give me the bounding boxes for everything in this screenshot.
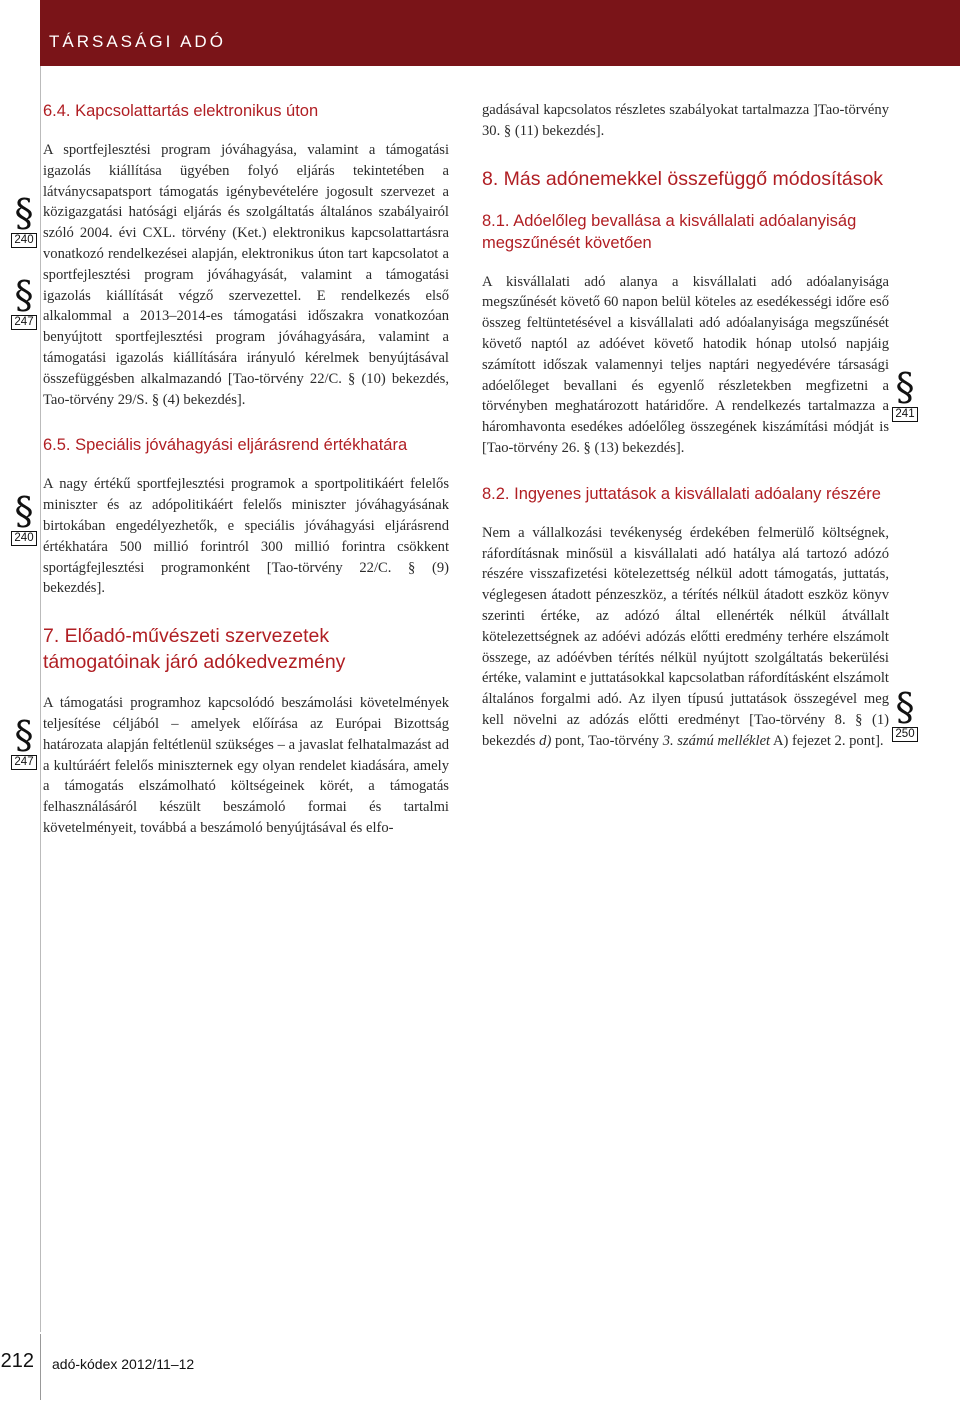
section-sign-icon: § xyxy=(14,713,34,757)
margin-ref-240-b xyxy=(9,489,39,546)
section-header-title: TÁRSASÁGI ADÓ xyxy=(49,32,226,51)
journal-issue: adó-kódex 2012/11–12 xyxy=(52,1356,195,1372)
margin-ref-240-a xyxy=(9,191,39,248)
paragraph-8-2-text-c: A) fejezet 2. pont]. xyxy=(770,732,884,749)
ref-number: 250 xyxy=(892,727,917,742)
paragraph-6-4: A sportfejlesztési program jóváhagyása, valamint a támogatási igazolás kiállítása ügyében folyó eljárás tekintetében a látványcsapatsport támogatás igénybevételére jogosult szervezet a közigazgatási hatósági eljárás és szolgáltatás általános szabályairól szóló 2004. évi CXL. törvény (Ket.) elektronikus kapcsolattartásra vonatkozó rendelkezései alapján, elektronikus úton tart kapcsolatot a sportfejlesztési program jóváhagyását, valamint a támogatási igazolás kiállítását végző szervezettel. E rendelkezés első alkalommal a 2013–2014-es támogatási időszakra vonatkozóan benyújtott sportfejlesztési program jóváhagyására, valamint a támogatási igazolás kiállítására irányuló kérelmek benyújtásával összefüggésben alkalmazandó [Tao-törvény 22/C. § (10) bekezdés, Tao-törvény 29/S. § (4) bekezdés]. xyxy=(43,142,449,408)
paragraph-8-2-italic-point: d) xyxy=(539,732,552,749)
heading-7: 7. Előadó-művészeti szervezetek támogatóinak járó adókedvezmény xyxy=(43,625,346,674)
margin-ref-247-b xyxy=(9,713,39,770)
section-sign-icon: § xyxy=(895,365,915,409)
margin-ref-247-a xyxy=(9,273,39,330)
footer-rule xyxy=(40,1334,41,1400)
paragraph-continuation: gadásával kapcsolatos részletes szabályokat tartalmazza ]Tao-törvény 30. § (11) bekezdés]. xyxy=(482,102,889,139)
paragraph-8-1: A kisvállalati adó alanya a kisvállalati adó adóalanyisága megszűnését követő 60 napon belül köteles az esedékességi időre eső összeg feltüntetésével a kisvállalati adó adóalanyisága megszűnését követő naptól az adóévet követő hatodik hónap utolsó napjáig számított időszak valamennyi teljes naptári negyedévére társasági adóelőleget bevallani és egyenlő részletekben megfizetni a törvényben meghatározott határidőre. A rendelkezés tartalmazza a háromhavonta esedékes adóelőleg összegének kiszámítási módját is [Tao-törvény 26. § (13) bekezdés]. xyxy=(482,273,889,456)
left-column xyxy=(43,100,449,839)
right-column xyxy=(482,100,889,752)
paragraph-8-2-text-b: pont, Tao-törvény xyxy=(551,732,663,749)
paragraph-8-2-italic-annex: 3. számú melléklet xyxy=(662,732,771,749)
heading-6-4: 6.4. Kapcsolattartás elektronikus úton xyxy=(43,102,319,120)
ref-number: 240 xyxy=(11,233,36,248)
page-number: 212 xyxy=(0,1350,34,1372)
heading-8: 8. Más adónemekkel összefüggő módosítások xyxy=(482,167,884,190)
margin-ref-250 xyxy=(890,685,920,742)
paragraph-6-5: A nagy értékű sportfejlesztési programok a sportpolitikáért felelős miniszter és az adópolitikáért felelős miniszter jóváhagyásának birtokában engedélyezhetők, e speciális jóváhagyási eljárásrend értékhatára 500 millió forintról 300 millió forintra csökkent sportágfejlesztési programonként [Tao-törvény 22/C. § (9) bekezdés]. xyxy=(43,476,449,597)
heading-8-1: 8.1. Adóelőleg bevallása a kisvállalati adóalanyiság megszűnését követően xyxy=(482,211,857,252)
ref-number: 247 xyxy=(11,755,36,770)
heading-6-5: 6.5. Speciális jóváhagyási eljárásrend értékhatára xyxy=(43,436,408,455)
header-bar xyxy=(40,0,960,66)
section-sign-icon: § xyxy=(14,489,34,533)
ref-number: 241 xyxy=(892,407,917,422)
section-sign-icon: § xyxy=(895,685,915,729)
margin-ref-241 xyxy=(890,365,920,422)
paragraph-8-2-text-a: Nem a vállalkozási tevékenység érdekében felmerülő költségnek, ráfordításnak minősül a kisvállalati adó hatálya alá tartozó adózó részére visszafizetési kötelezettség nélkül adott támogatás, juttatás, véglegesen átadott pénzeszköz, a térítés nélkül átadott eszköz könyv szerinti értéke, az adózó által ellenérték nélkül átvállalt kötelezettségnek az adóévi adózás előtti eredmény terhére elszámolt összege, az adóévben térítés nélkül nyújtott szolgáltatás bekerülési értéke, valamint e juttatásokkal kapcsolatban ráfordításként elszámolt általános forgalmi adó. Az ilyen típusú juttatások összegével meg kell növelni az adózás előtti eredményt [Tao-törvény 8. § (1) bekezdés xyxy=(482,524,889,749)
paragraph-7: A támogatási programhoz kapcsolódó beszámolási követelmények teljesítése céljából – amelyek előírása az Európai Bizottság határozata alapján feltétlenül szükséges – a javaslat felhatalmazást ad a kultúráért felelős miniszternek egy olyan rendelet kiadására, amely a támogatás elszámolható költségeinek körét, a támogatás felhasználásáról készült beszámoló formai és tartalmi követelményeit, továbbá a beszámoló benyújtásával és elfo- xyxy=(43,695,449,836)
paragraph-8-2 xyxy=(482,523,889,752)
heading-8-2: 8.2. Ingyenes juttatások a kisvállalati adóalany részére xyxy=(482,484,881,503)
section-sign-icon: § xyxy=(14,273,34,317)
ref-number: 240 xyxy=(11,531,36,546)
section-sign-icon: § xyxy=(14,191,34,235)
margin-rule xyxy=(40,66,41,1332)
ref-number: 247 xyxy=(11,315,36,330)
